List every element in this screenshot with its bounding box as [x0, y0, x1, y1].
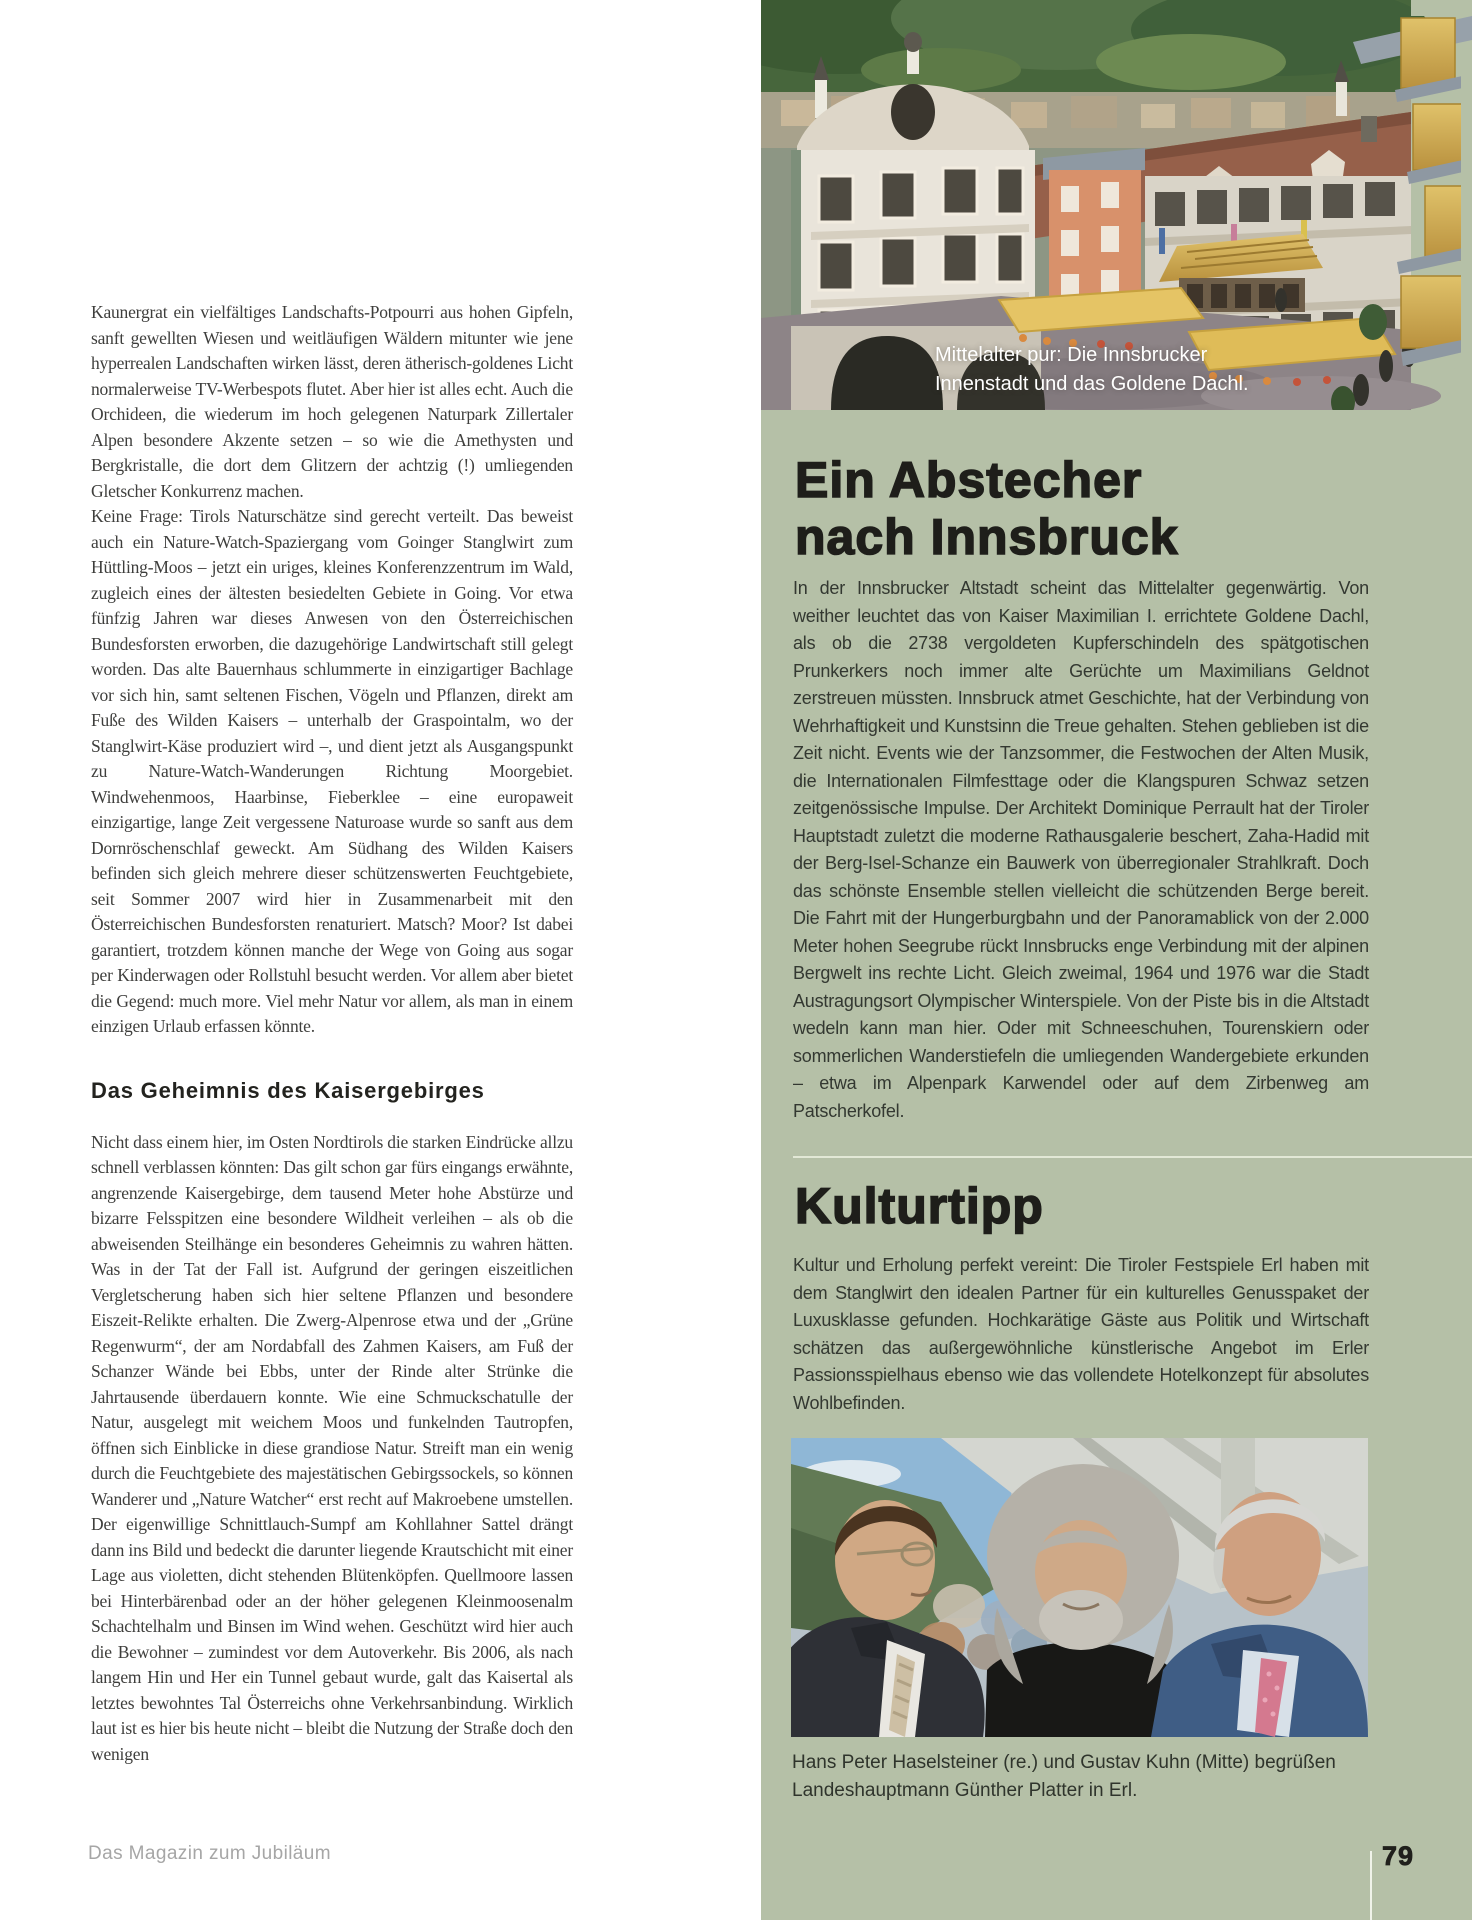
left-paragraph-2: Keine Frage: Tirols Naturschätze sind gerecht verteilt. Das beweist auch ein Nature-Watch-Spaziergang vom Goinger Stanglwirt zum Hüttling-Moos – jetzt ein uriges, kleines Konferenzzentrum im Wald, zugleich eines der ältesten besiedelten Gebiete in Going. Vor etwa fünfzig Jahren war dieses Anwesen von den Österreichischen Bundesforsten erworben, die dazugehörige Landwirtschaft still gelegt worden. Das alte Bauernhaus schlummerte in einzigartiger Bachlage vor sich hin, samt seltenen Fischen, Vögeln und Pflanzen, direkt am Fuße des Wilden Kaisers – unterhalb der Graspointalm, wo der Stanglwirt-Käse produziert wird –, und dient jetzt als Ausgangspunkt zu Nature-Watch-Wanderungen Richtung Moorgebiet. Windwehenmoos, Haarbinse, Fieberklee – eine europaweit einzigartige, lange Zeit vergessene Naturoase wurde so sanft aus dem Dornröschenschlaf geweckt. Am Südhang des Wilden Kaisers befinden sich gleich mehrere dieser schützenswerten Feuchtgebiete, seit Sommer 2007 wird hier in Zusammenarbeit mit den Österreichischen Bundesforsten renaturiert. Matsch? Moor? Ist dabei garantiert, trotzdem können manche der Wege von Going aus sogar per Kinderwagen oder Rollstuhl besucht werden. Vor allem aber bietet die Gegend: much more. Viel mehr Natur vor allem, als man in einem einzigen Urlaub erfassen könnte.: [91, 506, 573, 1036]
left-paragraph-3: Nicht dass einem hier, im Osten Nordtirols die starken Eindrücke allzu schnell verblassen könnten: Das gilt schon gar fürs eingangs erwähnte, angrenzende Kaisergebirge, dem tausend Meter hohe Abstürze und bizarre Felsspitzen eine besondere Wildheit verleihen – als ob die abweisenden Steilhänge ein besonderes Geheimnis zu wahren hätten. Was in der Tat der Fall ist. Aufgrund der geringen eiszeitlichen Vergletscherung haben sich hier seltene Pflanzen und besondere Eiszeit-Relikte erhalten. Die Zwerg-Alpenrose etwa und der „Grüne Regenwurm“, der am Nordabfall des Zahmen Kaisers, am Fuß der Schanzer Wände bei Ebbs, unter der Rinde alter Strünke die Jahrtausende überdauern konnte. Wie eine Schmuckschatulle der Natur, ausgelegt mit weichem Moos und funkelnden Tautropfen, öffnen sich Einblicke in diese grandiose Natur. Streift man ein wenig durch die Feuchtgebiete des majestätischen Gebirgssockels, so können Wanderer und „Nature Watcher“ erst recht auf Makroebene umstellen. Der eigenwillige Schnittlauch-Sumpf am Kohllahner Sattel drängt dann ins Bild und bedeckt die darunter liegende Krautschicht mit einer Lage aus violetten, dicht stehenden Blütenköpfen. Quellmoore lassen bei Hinterbärenbad oder an der höher gelegenen Kleinmoosenalm Schachtelhalm und Binsen im Wind wehen. Geschützt wird hier auch die Bewohner – zumindest vor dem Autoverkehr. Bis 2006, als nach langem Hin und Her ein Tunnel gebaut wurde, galt das Kaisertal als letztes bewohntes Tal Österreichs ohne Verkehrsanbindung. Wirklich laut ist es hier bis heute nicht – bleibt die Nutzung der Straße doch den wenigen: [91, 1131, 573, 1764]
headline-line1: Ein Abstecher: [795, 452, 1143, 508]
footer-magazine-label: Das Magazin zum Jubiläum: [88, 1843, 331, 1864]
headline-line2: nach Innsbruck: [795, 509, 1179, 565]
photo2-caption: Hans Peter Haselsteiner (re.) und Gustav Kuhn (Mitte) begrüßen Landeshauptmann Günther Platter in Erl.: [792, 1752, 1336, 1801]
kulturtipp-headline: Kulturtipp: [795, 1178, 1044, 1234]
innsbruck-article-text: In der Innsbrucker Altstadt scheint das Mittelalter gegenwärtig. Von weither leuchtet das von Kaiser Maximilian I. errichtete Goldene Dachl, als ob die 2738 vergoldeten Kupferschindeln des spätgotischen Prunkerkers noch immer alte Gerüchte um Maximilians Geldnot zerstreuen müssten. Innsbruck atmet Geschichte, hat der Verbindung von Wehrhaftigkeit und Kunstsinn die Treue gehalten. Stehen geblieben ist die Zeit nicht. Events wie der Tanzsommer, die Festwochen der Alten Musik, die Internationalen Filmfesttage oder die Klangspuren Schwaz setzen zeitgenössische Impulse. Der Architekt Dominique Perrault hat der Tiroler Hauptstadt zuletzt die moderne Rathausgalerie beschert, Zaha-Hadid mit der Berg-Isel-Schanze ein Bauwerk von überregionaler Strahlkraft. Doch das schönste Ensemble stellen vielleicht die schützenden Berge bereit. Die Fahrt mit der Hungerburgbahn und der Panoramablick von der 2.000 Meter hohen Seegrube rückt Innsbrucks enge Verbindung mit der alpinen Bergwelt ins rechte Licht. Gleich zweimal, 1964 und 1976 war die Stadt Austragungsort Olympischer Winterspiele. Von der Piste bis in die Altstadt wedeln kann man hier. Oder mit Schneeschuhen, Tourenskiern oder sommerlichen Wanderstiefeln die umliegenden Wandergebiete erkunden – etwa im Alpenpark Karwendel oder auf dem Zirbenweg am Patscherkofel.: [793, 578, 1369, 1121]
left-text-column: [91, 300, 573, 1767]
left-subheading: Das Geheimnis des Kaisergebirges: [91, 1077, 485, 1103]
photo1-caption-line2: Innenstadt und das Goldene Dachl.: [935, 373, 1249, 395]
left-paragraph-1: Kaunergrat ein vielfältiges Landschafts-Potpourri aus hohen Gipfeln, sanft gewellten Wiesen und weitläufigen Wäldern mitunter wie jene hyperrealen Landschaften wirken lässt, deren ätherisch-goldenes Licht normalerweise TV-Werbespots flutet. Aber hier ist alles echt. Auch die Orchideen, die wiederum im hoch gelegenen Naturpark Zillertaler Alpen besondere Akzente setzen – so wie die Amethysten und Bergkristalle, die dort dem Glitzern der achtzig (!) umliegenden Gletscher Konkurrenz machen.: [91, 302, 573, 501]
kulturtipp-text: Kultur und Erholung perfekt vereint: Die Tiroler Festspiele Erl haben mit dem Stanglwirt den idealen Partner für ein kulturelles Genusspaket der Luxusklasse gefunden. Hochkarätige Gäste aus Politik und Wirtschaft schätzen das außergewöhnliche künstlerische Angebot im Erler Passionsspielhaus ebenso wie das vollendete Hotelkonzept für absolutes Wohlbefinden.: [793, 1255, 1369, 1413]
article-headline: [795, 452, 1435, 566]
page-number: 79: [1382, 1841, 1415, 1871]
section-divider: [793, 1156, 1472, 1158]
erl-festival-photo: [791, 1438, 1368, 1737]
erl-photo-illustration: [791, 1438, 1368, 1737]
page-number-divider: [1370, 1851, 1372, 1920]
photo1-caption-line1: Mittelalter pur: Die Innsbrucker: [935, 344, 1208, 366]
photo1-caption: [935, 341, 1265, 399]
